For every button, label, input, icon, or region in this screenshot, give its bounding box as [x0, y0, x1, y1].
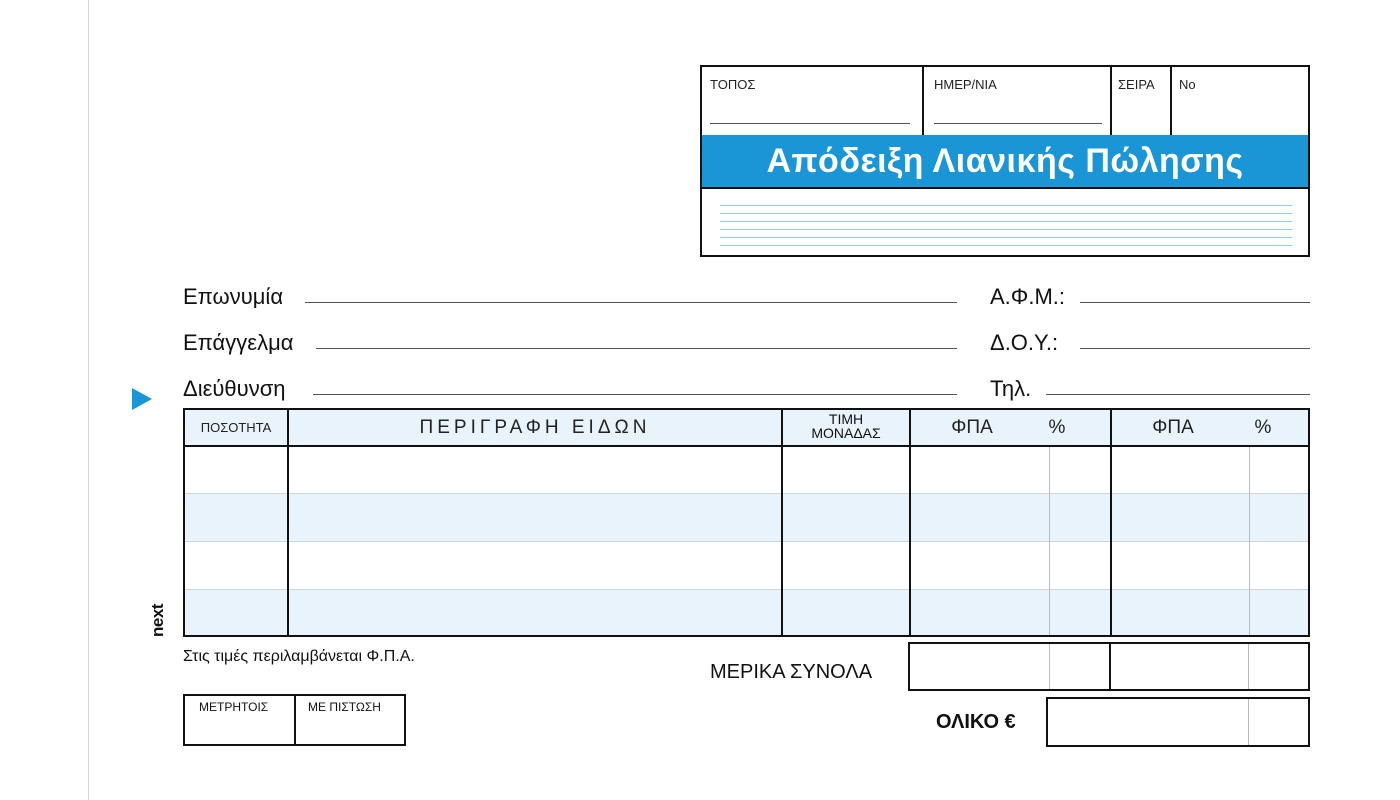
col-quantity: ΠΟΣΟΤΗΤΑ: [200, 420, 272, 435]
profession-line[interactable]: [316, 348, 957, 349]
col-vat-a: ΦΠΑ: [951, 416, 993, 438]
vat-number-line[interactable]: [1080, 302, 1310, 303]
date-line[interactable]: [934, 123, 1102, 124]
place-label: ΤΟΠΟΣ: [710, 77, 756, 92]
subtotal-vat-b-box[interactable]: [1109, 642, 1310, 691]
items-table: [183, 408, 1310, 637]
phone-line[interactable]: [1046, 394, 1310, 395]
subtotal-vat-a-box[interactable]: [908, 642, 1111, 691]
name-label: Επωνυμία: [183, 284, 284, 309]
date-label: ΗΜΕΡ/ΝΙΑ: [934, 77, 997, 92]
col-unit-price-line2: ΜΟΝΑΔΑΣ: [811, 425, 881, 441]
series-label: ΣΕΙΡΑ: [1118, 77, 1155, 92]
col-vat-b: ΦΠΑ: [1152, 416, 1194, 438]
cash-option[interactable]: ΜΕΤΡΗΤΟΙΣ: [199, 700, 269, 714]
credit-option[interactable]: ΜΕ ΠΙΣΤΩΣΗ: [308, 700, 381, 714]
tax-office-line[interactable]: [1080, 348, 1310, 349]
receipt-title: Απόδειξη Λιανικής Πώλησης: [702, 135, 1308, 187]
phone-label: Τηλ.: [990, 376, 1032, 401]
vat-note: Στις τιμές περιλαμβάνεται Φ.Π.Α.: [183, 648, 415, 665]
arrow-marker-icon: [132, 388, 152, 410]
table-row[interactable]: [185, 590, 1308, 635]
payment-method-box: [183, 694, 406, 746]
subtotals-label: ΜΕΡΙΚΑ ΣΥΝΟΛΑ: [710, 661, 873, 683]
name-line[interactable]: [305, 302, 957, 303]
address-line[interactable]: [313, 394, 957, 395]
number-label: No: [1179, 77, 1196, 92]
place-line[interactable]: [710, 123, 910, 124]
total-box[interactable]: [1046, 697, 1310, 747]
vat-number-label: Α.Φ.Μ.:: [990, 284, 1066, 309]
col-unit-price-line1: ΤΙΜΗ: [828, 411, 864, 427]
address-label: Διεύθυνση: [183, 376, 286, 401]
col-vat-pct-b: %: [1254, 416, 1272, 438]
profession-label: Επάγγελμα: [183, 330, 294, 355]
margin-rule: [88, 0, 89, 800]
col-unit-price: [783, 412, 909, 445]
col-vat-pct-a: %: [1048, 416, 1066, 438]
brand-logo: next: [148, 604, 167, 637]
receipt-header-box: [700, 65, 1310, 257]
table-row[interactable]: [185, 494, 1308, 541]
total-label: ΟΛΙΚΟ €: [936, 711, 1016, 733]
tax-office-label: Δ.Ο.Υ.:: [990, 330, 1059, 355]
col-description: ΠΕΡΙΓΡΑΦΗ ΕΙΔΩΝ: [419, 416, 651, 438]
